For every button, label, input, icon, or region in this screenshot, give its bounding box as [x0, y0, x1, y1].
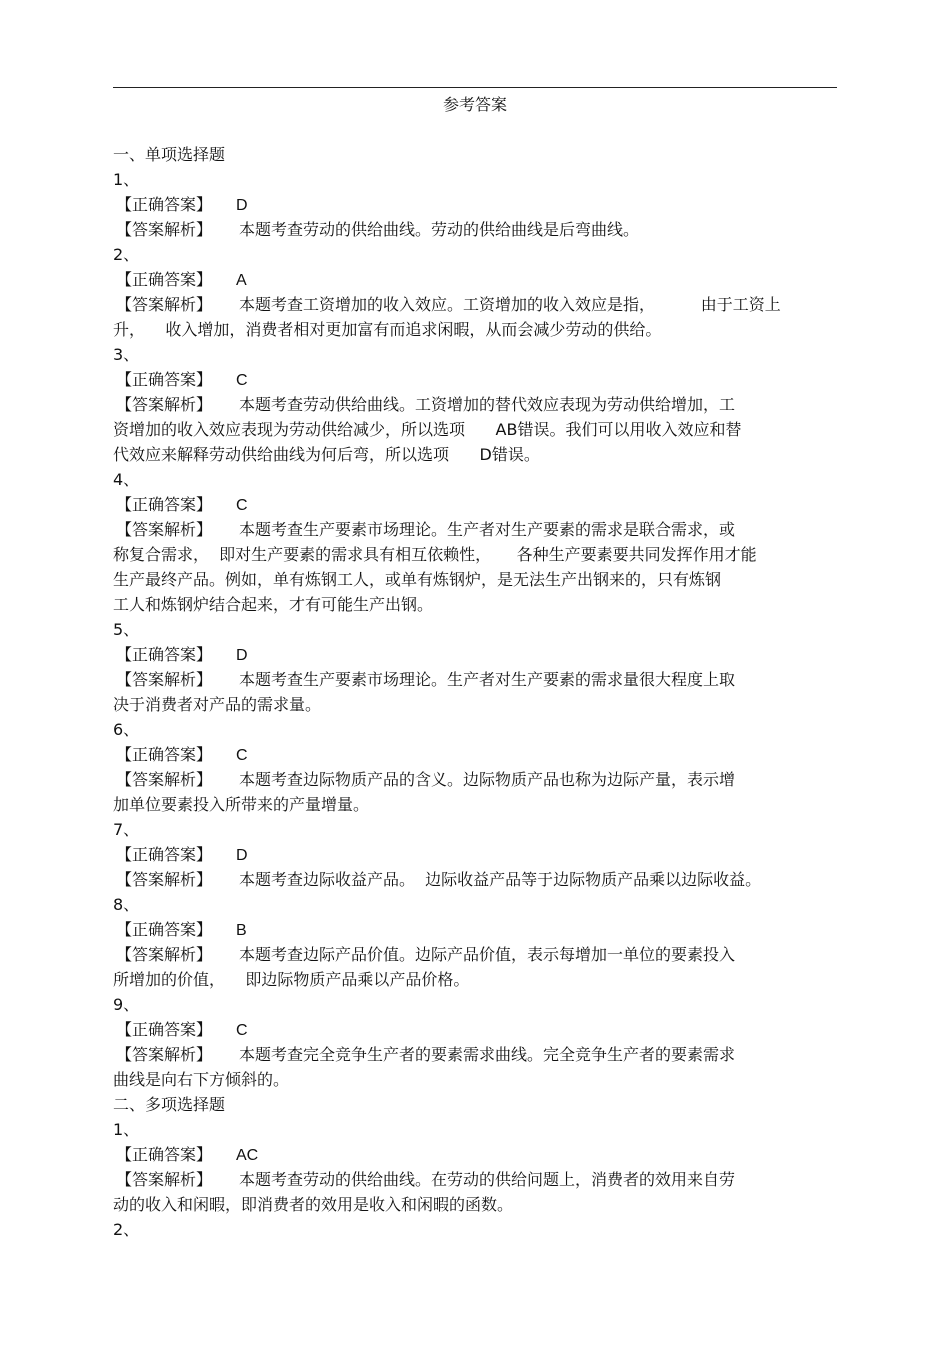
explanation-text: 本题考查劳动供给曲线。工资增加的替代效应表现为劳动供给增加，工: [239, 395, 736, 414]
explanation-text: 动的收入和闲暇，即消费者的效用是收入和闲暇的函数。: [113, 1195, 514, 1214]
explanation-text: 称复合需求， 即对生产要素的需求具有相互依赖性， 各种生产要素要共同发挥作用才能: [113, 545, 757, 564]
explanation-text: 生产最终产品。例如，单有炼钢工人，或单有炼钢炉，是无法生产出钢来的，只有炼钢: [113, 570, 722, 589]
explanation-label: 【答案解析】: [116, 295, 213, 314]
explanation-line: [113, 417, 837, 442]
explanation-line: [113, 567, 837, 592]
question-number: 9、: [113, 995, 140, 1014]
correct-answer-row: [113, 1142, 837, 1167]
correct-answer-label: 【正确答案】: [116, 270, 213, 289]
question-number: 6、: [113, 720, 140, 739]
correct-answer-label: 【正确答案】: [116, 1145, 213, 1164]
correct-answer-row: [113, 742, 837, 767]
explanation-line: [113, 942, 837, 967]
question-number: 2、: [113, 1220, 140, 1239]
explanation-text: 本题考查完全竞争生产者的要素需求曲线。完全竞争生产者的要素需求: [239, 1045, 736, 1064]
explanation-line: [113, 667, 837, 692]
explanation-line: [113, 767, 837, 792]
correct-answer-row: [113, 917, 837, 942]
explanation-text: 本题考查边际物质产品的含义。边际物质产品也称为边际产量，表示增: [239, 770, 736, 789]
explanation-text: 加单位要素投入所带来的产量增量。: [113, 795, 370, 814]
correct-answer-row: [113, 1017, 837, 1042]
explanation-text: 本题考查边际产品价值。边际产品价值，表示每增加一单位的要素投入: [239, 945, 736, 964]
explanation-line: [113, 517, 837, 542]
explanation-text: 代效应来解释劳动供给曲线为何后弯，所以选项 D错误。: [113, 445, 540, 464]
explanation-text: 决于消费者对产品的需求量。: [113, 695, 322, 714]
explanation-text: 本题考查劳动的供给曲线。在劳动的供给问题上，消费者的效用来自劳: [239, 1170, 736, 1189]
explanation-line: [113, 542, 837, 567]
question-number: 1、: [113, 170, 140, 189]
correct-answer-label: 【正确答案】: [116, 195, 213, 214]
explanation-line: [113, 967, 837, 992]
explanation-text: 本题考查生产要素市场理论。生产者对生产要素的需求是联合需求，或: [239, 520, 736, 539]
explanation-text: 曲线是向右下方倾斜的。: [113, 1070, 290, 1089]
correct-answer-value: D: [236, 647, 248, 664]
question-number: 7、: [113, 820, 140, 839]
correct-answer-label: 【正确答案】: [116, 495, 213, 514]
explanation-label: 【答案解析】: [116, 945, 213, 964]
correct-answer-row: [113, 192, 837, 217]
explanation-line: [113, 1067, 837, 1092]
explanation-line: [113, 392, 837, 417]
question-number: 5、: [113, 620, 140, 639]
question-number: 2、: [113, 245, 140, 264]
correct-answer-value: C: [236, 747, 248, 764]
header-rule: [113, 87, 837, 88]
page-title: 参考答案: [442, 95, 507, 114]
explanation-line: [113, 792, 837, 817]
explanation-label: 【答案解析】: [116, 770, 213, 789]
explanation-line: [113, 1042, 837, 1067]
correct-answer-value: D: [236, 197, 248, 214]
answer-content: [113, 142, 837, 1242]
correct-answer-label: 【正确答案】: [116, 370, 213, 389]
explanation-line: [113, 692, 837, 717]
correct-answer-label: 【正确答案】: [116, 845, 213, 864]
explanation-line: [113, 217, 837, 242]
explanation-line: [113, 1167, 837, 1192]
correct-answer-value: C: [236, 1022, 248, 1039]
explanation-label: 【答案解析】: [116, 520, 213, 539]
explanation-text: 本题考查工资增加的收入效应。工资增加的收入效应是指， 由于工资上: [239, 295, 781, 314]
question-number: 3、: [113, 345, 140, 364]
explanation-label: 【答案解析】: [116, 395, 213, 414]
correct-answer-value: B: [236, 922, 247, 939]
explanation-label: 【答案解析】: [116, 870, 213, 889]
explanation-label: 【答案解析】: [116, 220, 213, 239]
explanation-text: 本题考查边际收益产品。 边际收益产品等于边际物质产品乘以边际收益。: [239, 870, 762, 889]
explanation-text: 本题考查生产要素市场理论。生产者对生产要素的需求量很大程度上取: [239, 670, 736, 689]
explanation-line: [113, 1192, 837, 1217]
correct-answer-value: AC: [236, 1147, 259, 1164]
explanation-text: 升， 收入增加，消费者相对更加富有而追求闲暇，从而会减少劳动的供给。: [113, 320, 662, 339]
correct-answer-row: [113, 642, 837, 667]
correct-answer-value: A: [236, 272, 247, 289]
explanation-label: 【答案解析】: [116, 1170, 213, 1189]
correct-answer-label: 【正确答案】: [116, 1020, 213, 1039]
explanation-label: 【答案解析】: [116, 670, 213, 689]
correct-answer-row: [113, 267, 837, 292]
correct-answer-row: [113, 492, 837, 517]
correct-answer-label: 【正确答案】: [116, 645, 213, 664]
explanation-line: [113, 317, 837, 342]
correct-answer-value: C: [236, 372, 248, 389]
correct-answer-label: 【正确答案】: [116, 920, 213, 939]
explanation-text: 所增加的价值， 即边际物质产品乘以产品价格。: [113, 970, 470, 989]
explanation-text: 本题考查劳动的供给曲线。劳动的供给曲线是后弯曲线。: [239, 220, 640, 239]
explanation-line: [113, 292, 837, 317]
explanation-line: [113, 867, 837, 892]
section-heading: 二、多项选择题: [113, 1095, 226, 1114]
correct-answer-row: [113, 842, 837, 867]
question-number: 4、: [113, 470, 140, 489]
explanation-line: [113, 592, 837, 617]
explanation-text: 工人和炼钢炉结合起来，才有可能生产出钢。: [113, 595, 434, 614]
explanation-label: 【答案解析】: [116, 1045, 213, 1064]
correct-answer-label: 【正确答案】: [116, 745, 213, 764]
question-number: 1、: [113, 1120, 140, 1139]
question-number: 8、: [113, 895, 140, 914]
explanation-line: [113, 442, 837, 467]
section-heading: 一、单项选择题: [113, 145, 226, 164]
correct-answer-value: D: [236, 847, 248, 864]
correct-answer-row: [113, 367, 837, 392]
explanation-text: 资增加的收入效应表现为劳动供给减少，所以选项 AB错误。我们可以用收入效应和替: [113, 420, 742, 439]
correct-answer-value: C: [236, 497, 248, 514]
